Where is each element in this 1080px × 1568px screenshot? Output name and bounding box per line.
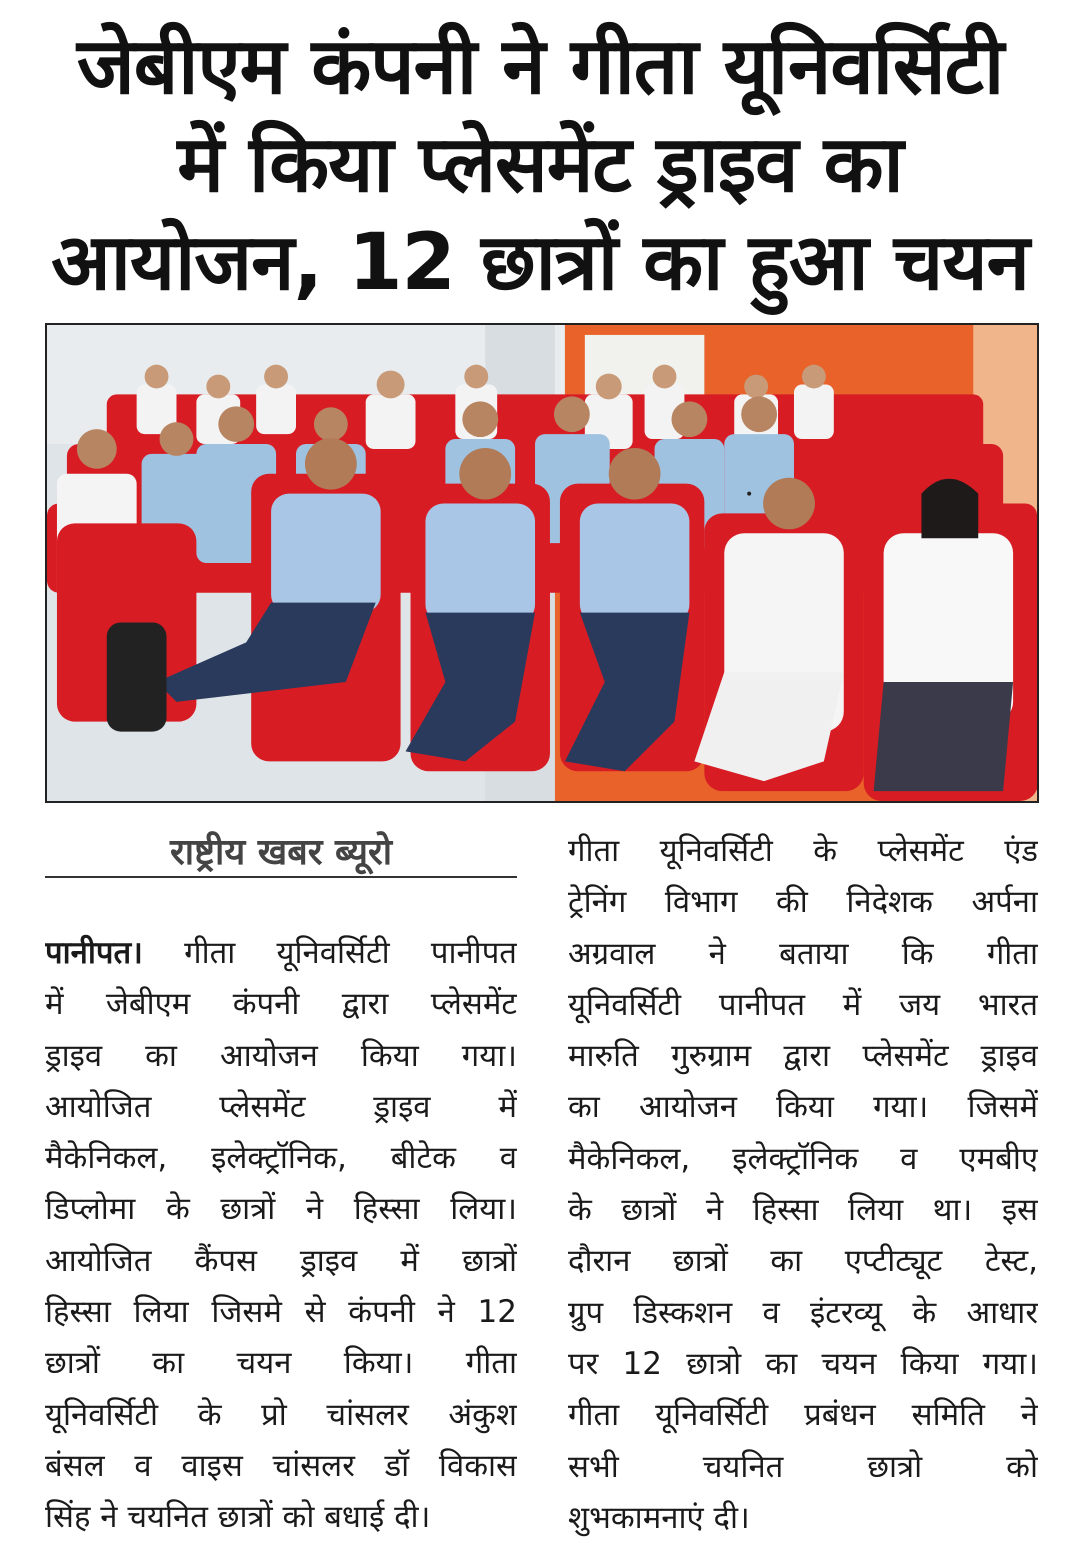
article-line: पर 12 छात्रो का चयन किया गया। <box>568 1345 1038 1382</box>
article-line: हिस्सा लिया जिसमे से कंपनी ने 12 <box>45 1294 517 1331</box>
audience-illustration <box>47 325 1037 801</box>
article-line: का आयोजन किया गया। जिसमें <box>568 1089 1038 1126</box>
article-line: के छात्रों ने हिस्सा लिया था। इस <box>568 1192 1038 1229</box>
news-photo <box>45 323 1039 803</box>
article-line: सिंह ने चयनित छात्रों को बधाई दी। <box>45 1499 431 1536</box>
headline-line: जेबीएम कंपनी ने गीता यूनिवर्सिटी <box>76 22 1004 112</box>
article-line: यूनिवर्सिटी पानीपत में जय भारत <box>568 986 1038 1023</box>
headline-line: में किया प्लेसमेंट ड्राइव का <box>177 120 903 210</box>
article-line: ट्रेनिंग विभाग की निदेशक अर्पना <box>568 884 1038 921</box>
article-line: मारुति गुरुग्राम द्वारा प्लेसमेंट ड्राइव <box>568 1038 1038 1075</box>
article-line: मैकेनिकल, इलेक्ट्रॉनिक, बीटेक व <box>45 1140 517 1177</box>
article-column-left <box>45 928 517 1544</box>
dateline: पानीपत। <box>45 935 143 971</box>
article-line: आयोजित कैंपस ड्राइव में छात्रों <box>45 1242 517 1279</box>
byline: राष्ट्रीय खबर ब्यूरो <box>169 832 393 873</box>
article-line: डिप्लोमा के छात्रों ने हिस्सा लिया। <box>45 1191 517 1228</box>
headline <box>30 18 1050 312</box>
article-line: यूनिवर्सिटी के प्रो चांसलर अंकुश <box>45 1396 517 1433</box>
article-line: में जेबीएम कंपनी द्वारा प्लेसमेंट <box>45 986 517 1023</box>
article-line: अग्रवाल ने बताया कि गीता <box>568 935 1038 972</box>
byline-divider <box>45 876 517 878</box>
article-line: मैकेनिकल, इलेक्ट्रॉनिक व एमबीए <box>568 1140 1038 1177</box>
article-line <box>45 928 517 979</box>
article-line: छात्रों का चयन किया। गीता <box>45 1345 517 1382</box>
article-line: गीता यूनिवर्सिटी प्रबंधन समिति ने <box>568 1397 1038 1434</box>
headline-line: आयोजन, 12 छात्रों का हुआ चयन <box>51 218 1029 308</box>
article-line: शुभकामनाएं दी। <box>568 1499 750 1536</box>
article-line-text: गीता यूनिवर्सिटी पानीपत <box>184 935 517 971</box>
article-line: गीता यूनिवर्सिटी के प्लेसमेंट एंड <box>568 833 1038 869</box>
article-line: ग्रुप डिस्कशन व इंटरव्यू के आधार <box>568 1294 1038 1331</box>
article-line: बंसल व वाइस चांसलर डॉ विकास <box>45 1447 517 1484</box>
article-line: सभी चयनित छात्रो को <box>568 1448 1038 1485</box>
article-line: ड्राइव का आयोजन किया गया। <box>45 1037 517 1074</box>
article-column-right <box>568 826 1038 1544</box>
article-line: आयोजित प्लेसमेंट ड्राइव में <box>45 1088 517 1125</box>
article-line: दौरान छात्रों का एप्टीट्यूट टेस्ट, <box>568 1243 1038 1280</box>
